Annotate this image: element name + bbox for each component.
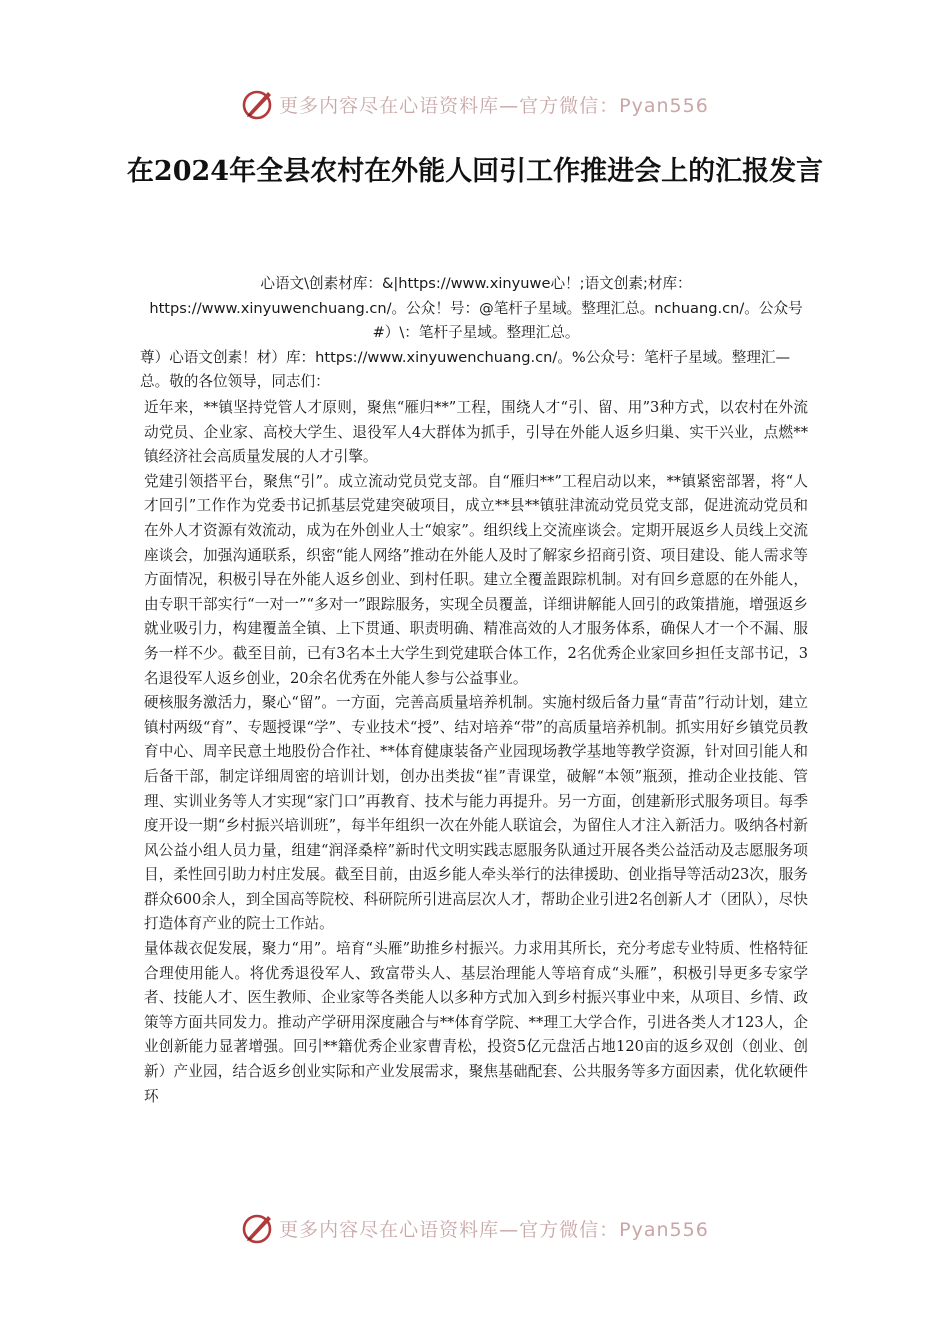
pen-circle-logo-icon xyxy=(241,87,275,121)
banner-text: 更多内容尽在心语资料库—官方微信：Pyan556 xyxy=(279,1218,709,1241)
paragraph-attract: 党建引领搭平台，聚焦“引”。成立流动党员党支部。自“雁归**”工程启动以来，**镇紧密部署，将“人才回引”工作作为党委书记抓基层党建突破项目，成立**县**镇驻津流动党员党支部，促进流动党员和在外人才资源有效流动，成为在外创业人士“娘家”。组织线上交流座谈会。定期开展返乡人员线上交流座谈会，加强沟通联系，织密“能人网络”推动在外能人及时了解家乡招商引资、项目建设、能人需求等方面情况，积极引导在外能人返乡创业、到村任职。建立全覆盖跟踪机制。对有回乡意愿的在外能人，由专职干部实行“一对一”“多对一”跟踪服务，实现全员覆盖，详细讲解能人回引的政策措施，增强返乡就业吸引力，构建覆盖全镇、上下贯通、职责明确、精准高效的人才服务体系，确保人才一个不漏、服务一样不少。截至目前，已有3名本土大学生到党建联合体工作，2名优秀企业家回乡担任支部书记，3名退役军人返乡创业，20余名优秀在外能人参与公益事业。 xyxy=(144,472,808,687)
paragraph-intro: 近年来，**镇坚持党管人才原则，聚焦“雁归**”工程，围绕人才“引、留、用”3种方式，以农村在外流动党员、企业家、高校大学生、退役军人4大群体为抓手，引导在外能人返乡归巢、实干兴业，点燃**镇经济社会高质量发展的人才引擎。 xyxy=(144,399,808,466)
footer-banner xyxy=(0,1208,950,1248)
banner-text: 更多内容尽在心语资料库—官方微信：Pyan556 xyxy=(279,94,709,117)
pen-circle-logo-icon xyxy=(241,1211,275,1245)
document-title: 在2024年全县农村在外能人回引工作推进会上的汇报发言 xyxy=(126,156,824,187)
header-banner xyxy=(0,84,950,124)
source-line-centered: 心语文\创素材库：&|https://www.xinyuwe心！;语文创素;材库：https://www.xinyuwenchuang.cn/。公众！号：@笔杆子星域。整理汇总。nchuang.cn/。公众号#）\：笔杆子星域。整理汇总。 xyxy=(149,275,803,341)
source-info xyxy=(140,272,812,395)
paragraph-retain: 硬核服务激活力，聚心“留”。一方面，完善高质量培养机制。实施村级后备力量“青苗”行动计划，建立镇村两级“育”、专题授课“学”、专业技术“授”、结对培养“带”的高质量培养机制。抓实用好乡镇党员教育中心、周辛民意土地股份合作社、**体育健康装备产业园现场教学基地等教学资源，针对回引能人和后备干部，制定详细周密的培训计划，创办出类拔“崔”青课堂，破解“本领”瓶颈，推动企业技能、管理、实训业务等人才实现“家门口”再教育、技术与能力再提升。另一方面，创建新形式服务项目。每季度开设一期“乡村振兴培训班”，每半年组织一次在外能人联谊会，为留住人才注入新活力。吸纳各村新风公益小组人员力量，组建“润泽桑梓”新时代文明实践志愿服务队通过开展各类公益活动及志愿服务项目，柔性回引助力村庄发展。截至目前，由返乡能人牵头举行的法律援助、创业指导等活动23次，服务群众600余人，到全国高等院校、科研院所引进高层次人才，帮助企业引进2名创新人才（团队），尽快打造体育产业的院士工作站。 xyxy=(144,694,808,933)
document-body xyxy=(144,396,808,1109)
salutation-line: 尊）心语文创素！材）库：https://www.xinyuwenchuang.cn/。%公众号：笔杆子星域。整理汇—总。敬的各位领导，同志们： xyxy=(140,348,791,390)
paragraph-use: 量体裁衣促发展，聚力“用”。培育“头雁”助推乡村振兴。力求用其所长，充分考虑专业特质、性格特征合理使用能人。将优秀退役军人、致富带头人、基层治理能人等培育成“头雁”，积极引导更多专家学者、技能人才、医生教师、企业家等各类能人以多种方式加入到乡村振兴事业中来，从项目、乡情、政策等方面共同发力。推动产学研用深度融合与**体育学院、**理工大学合作，引进各类人才123人，企业创新能力显著增强。回引**籍优秀企业家曹青松，投资5亿元盘活占地120亩的返乡双创（创业、创新）产业园，结合返乡创业实际和产业发展需求，聚焦基础配套、公共服务等多方面因素，优化软硬件环 xyxy=(144,940,808,1105)
